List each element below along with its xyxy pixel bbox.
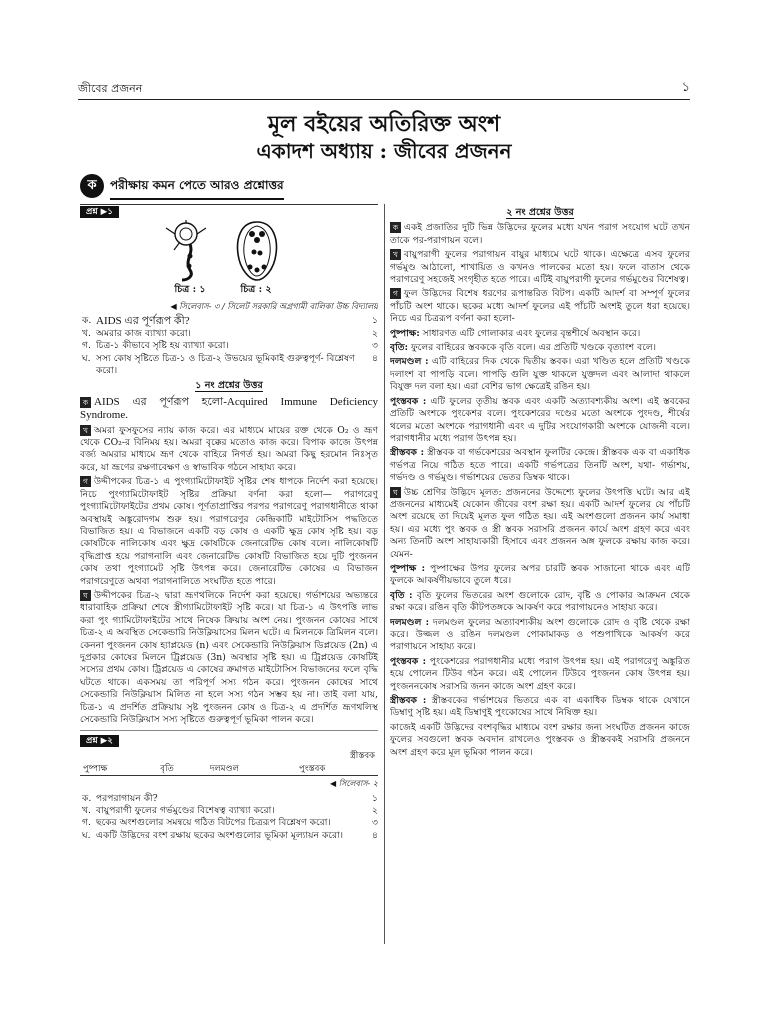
answer-text: উদ্দীপকের চিত্র-২ দ্বারা ভ্রূণথলিকে নির্দেশ করা হয়েছে। গর্ভাশয়ের অভ্যন্তরে ধারাবাহিক প্রক্রিয়া শেষে স্ত্রীগ্যামিটোফাইট সৃষ্টি করে। যা চিত্র-১ এ উৎপত্তি লাভ করা পুং গ্যামিটোফাইটের সাথে নিষেক ক্রিয়ায় অংশ নেয়। পুংজনন কোষের সাথে চিত্র-২ এ অবস্থিত সেকেন্ডারি নিউক্লিয়াসের মিলন ঘটে। এ মিলনকে ত্রিমিলন বলে। কেননা পুংজনন কোষ হ্যাপ্লয়েড (n) এবং সেকেন্ডারি নিউক্লিয়াস ডিপ্লয়েড (2n) এ দুপ্রকার কোষের মিলনে ট্রিপ্লয়েড (3n) অবস্থার সৃষ্টি হয়। এ ট্রিপ্লয়েড কোষটিই সস্যের প্রথম কোষ। ট্রিপ্লয়েড এ কোষের ক্রমাগত মাইটোসিস বিভাজনের ফলে বৃদ্ধি ঘটতে থাকে। একসময় তা পরিপূর্ণ সস্য গঠন করে। পুংজনন কোষের সাথে সেকেন্ডারি নিউক্লিয়াস মিলিত না হলে সস্য গঠন সম্ভব হয় না। তাই বলা যায়, চিত্র-১ এ প্রদর্শিত প্রক্রিয়ায় সৃষ্ট পুংজনন কোষ ও চিত্র-২ এ প্রদর্শিত ভ্রূণথলিস্থ সেকেন্ডারি নিউক্লিয়াস সস্য সৃষ্টিতে গুরুত্বপূর্ণ ভূমিকা পালন করে। (80, 589, 378, 725)
answer-2-heading-text: ২ নং প্রশ্নের উত্তর (506, 207, 574, 218)
role-gynoecium (390, 695, 690, 720)
question-2-keyword-table (80, 750, 378, 776)
answer-label-box: গ (80, 476, 91, 487)
item-text: বায়ুপরাগী ফুলের গর্ভমুণ্ডের বিশেষত্ব ব্যাখ্যা করো। (96, 805, 275, 817)
item-label: ক. (82, 792, 92, 804)
question-2-source: ◀ সিলেবাস- ২ (330, 779, 378, 789)
question-2-item-ka (80, 793, 378, 805)
chapter-name: জীবের প্রজনন (78, 82, 143, 95)
answer-label-box: ঘ (390, 487, 401, 498)
column-divider (384, 204, 385, 944)
item-label: ঘ. (82, 829, 91, 841)
term: পুংস্তবক : (390, 655, 426, 667)
item-mark: ১ (372, 792, 378, 804)
answer-label-box: ক (80, 397, 91, 408)
item-label: খ. (82, 327, 91, 339)
term: দলমণ্ডল : (390, 356, 429, 368)
term-text: এটি বাহিরের দিক থেকে দ্বিতীয় স্তবক। এরা খণ্ডিত হলে প্রতিটি খণ্ডকে দলাংশ বা পাপড়ি বলে। পাপড়ি গুলি যুক্ত থাকলে যুক্তদল এবং আলাদা থাকলে বিযুক্ত দল বলা হয়। এরা বেশির ভাগ ক্ষেত্রেই রঙিন হয়। (390, 356, 690, 393)
item-label: গ. (82, 817, 91, 829)
item-mark: ২ (372, 327, 378, 339)
keyword-cell: পুংস্তবক (296, 763, 378, 776)
term: স্ত্রীস্তবক : (390, 447, 424, 459)
term: পুংস্তবক : (390, 395, 427, 407)
answer-label-box: খ (390, 249, 401, 260)
answer-2-heading (390, 207, 690, 219)
term: স্ত্রীস্তবক : (390, 695, 427, 707)
figure-2-embryo-sac (228, 220, 286, 282)
item-mark: ১ (372, 315, 378, 327)
item-label: ক. (82, 315, 92, 327)
term-text: দলমণ্ডল ফুলের অত্যাবশ্যকীয় অংশ গুলোকে রোদ ও বৃষ্টি থেকে রক্ষা করে। উজ্জল ও রঙিন দলমণ্ডল পোকামাকড় ও পশুপাখিকে আকর্ষণ করে পরাগায়নে সাহায্য করে। (390, 616, 690, 653)
term-text: এটি ফুলের তৃতীয় স্তবক এবং একটি অত্যাবশ্যকীয় অংশ। এই স্তবকের প্রতিটি অংশকে পুংকেশর বলে। পুংকেশরের দণ্ডের মতো অংশকে পুংদণ্ড, শীর্ষের থলের মতো অংশকে পরাগধানী এবং এ দুটির সংযোগকারী অংশকে যোজনী বলে। পরাগধানীর মধ্যে পরাগ উৎপন্ন হয়। (390, 395, 690, 444)
answer-1-kha (80, 425, 378, 475)
role-corolla (390, 617, 690, 654)
answer-text: উচ্চ শ্রেণির উদ্ভিদে মূলত: প্রজননের উদ্দেশ্যে ফুলের উৎপত্তি ঘটে। আর এই প্রজননের মাধ্যমেই যেকোন জীবের বংশ রক্ষা হয়। একটি আদর্শ ফুলের যে পাঁচটি অংশ রয়েছে তা দিয়েই মূলত ফুল গঠিত হয়। এই অংশগুলো প্রজনন কার্য সমাধা হয়। এর মধ্যে পুং স্তবক ও স্ত্রী স্তবক সরাসরি প্রজনন কার্যে অংশ গ্রহণ করে এবং অন্য তিনটি অংশ সাহায্যকারী হিসাবে এবং প্রজনন অঙ্গ ফুলকে রক্ষায় কাজ করে। যেমন- (390, 486, 690, 560)
question-2-item-gha (80, 830, 378, 842)
item-text: পরপরাগায়ন কী? (96, 792, 158, 804)
keyword-cell: পুষ্পাক্ষ (80, 763, 157, 776)
answer-2-gha (390, 487, 690, 561)
keyword-top: স্ত্রীস্তবক (349, 751, 375, 762)
question-2-item-ga (80, 817, 378, 829)
answer-1-heading-text: ১ নং প্রশ্নের উত্তর (195, 380, 263, 392)
role-calyx (390, 590, 690, 615)
item-mark: ৩ (372, 340, 378, 352)
question-1-item-ga (80, 340, 378, 352)
figure-1-label: চিত্র : ১ (174, 284, 206, 295)
page-title: মূল বইয়ের অতিরিক্ত অংশ (267, 111, 501, 137)
question-1-figures (80, 220, 378, 298)
answer-text: একই প্রজাতির দুটি ভিন্ন উদ্ভিদের ফুলের মধ্যে যখন পরাগ সংযোগ ঘটে তখন তাকে পর-পরাগায়ন বলে। (390, 222, 690, 246)
banner-logo-icon: ক (80, 174, 104, 198)
figure-2-label: চিত্র : ২ (240, 284, 272, 295)
running-header (78, 78, 690, 100)
item-text: চিত্র-১ কীভাবে সৃষ্টি হয় ব্যাখ্যা করো। (96, 340, 229, 352)
answer-text: AIDS এর পূর্ণরূপ হলো-Acquired Immune Deficiency Syndrome. (80, 395, 378, 422)
title-block (0, 110, 768, 164)
term: বৃতি: (390, 342, 409, 354)
answer-2-ga (390, 288, 690, 325)
role-androecium (390, 656, 690, 693)
question-1-tag-row (80, 204, 378, 218)
answer-2-conclusion: কাজেই একটি উদ্ভিদের বংশবৃদ্ধির মাধ্যমে বংশ রক্ষার জন্য সংঘটিত প্রজনন কাজে ফুলের সবগুলো স্তবক অবদান রাখলেও পুংস্তবক ও স্ত্রীস্তবকই সরাসরি প্রজননে অংশ গ্রহণ করে মূল ভূমিকা পালন করে। (390, 721, 690, 758)
chapter-title: একাদশ অধ্যায় : জীবের প্রজনন (256, 139, 512, 163)
flower-part-androecium (390, 396, 690, 446)
flower-part-gynoecium (390, 447, 690, 484)
item-text: একটি উদ্ভিদের বংশ রক্ষায় ছকের অংশগুলোর ভূমিকা মূল্যায়ন করো। (96, 829, 344, 841)
right-column (390, 204, 690, 949)
item-label: ঘ. (82, 352, 91, 364)
answer-1-ga (80, 476, 378, 588)
question-2-tag-row (80, 734, 378, 748)
term: পুষ্পাক্ষ : (390, 562, 426, 574)
answer-label-box: গ (390, 288, 401, 299)
keyword-cell: দলমণ্ডল (207, 763, 296, 776)
item-text: AIDS এর পূর্ণরূপ কী? (96, 315, 190, 328)
term: পুষ্পাক্ষ: (390, 327, 420, 339)
term-text: স্ত্রীস্তবক বা গর্ভকেশরের অবস্থান ফুলটির কেন্দ্রে। স্ত্রীস্তবক এক বা একাধিক গর্ভপত্র নিয়ে গঠিত হতে পারে। একটি গর্ভপত্রের তিনটি অংশ, যথা- গর্ভাশয়, গর্ভদণ্ড ও গর্ভমুণ্ড। গর্ভাশয়ের ভেতর ডিম্বক থাকে। (390, 447, 690, 484)
question-1-source: ◀ সিলেবাস- ৩ / সিলেট সরকারি অগ্রগামী বালিকা উচ্চ বিদ্যালয় (170, 301, 378, 311)
term-text: বৃতি ফুলের ভিতরের অংশ গুলোকে রোদ, বৃষ্টি ও পোকার আক্রমন থেকে রক্ষা করে। রঙিন বৃতি কীটপতঙ্গকে আকর্ষণ করে পরাগায়নেও সাহায্য করে। (390, 589, 690, 614)
question-1-item-gha (80, 353, 378, 378)
term: বৃতি : (390, 589, 413, 601)
item-mark: ৪ (372, 352, 378, 364)
answer-text: অমরা ফুসফুসের ন্যায় কাজ করে। এর মাধ্যমে মায়ের রক্ত থেকে O₂ ও ভ্রূণ থেকে CO₂-র বিনিময় হয়। অমরা বৃক্কের মতোও কাজ করে। বিপাক কাজে উৎপন্ন বর্জ্য অমরার মাধ্যমে ভ্রূণ থেকে বাহিরে নিগর্ত হয়। অমরা কিছু হরমোন নিঃসৃত করে, যা ভ্রূণের রক্ষণাবেক্ষণ ও স্বাভাবিক গঠনে সাহায্য করে। (80, 424, 378, 473)
answer-2-ka (390, 222, 690, 247)
question-1-tag: প্রশ্ন ▶১ (80, 206, 119, 218)
answer-1-ka (80, 396, 378, 423)
answer-text: বায়ুপরাগী ফুলের পরাগায়ন বায়ুর মাধ্যমে ঘটে থাকে। এক্ষেত্রে এসব ফুলের গর্ভমুণ্ড আঠালো, শাখায়িত ও কখনও পালকের মতো হয়। ফলে বাতাস থেকে পরাগরেণু সহজেই সংগৃহীত হতে পারে। এটিই বায়ুপরাগী ফুলের গর্ভমুণ্ডের বিশেষত্ব। (390, 249, 690, 286)
answer-1-heading (80, 380, 378, 392)
term-text: স্ত্রীস্তবকের গর্ভাশয়ের ভিতরে এক বা একাধিক ডিম্বক থাকে যেখানে ডিম্বাণু সৃষ্টি হয়। এই ডিম্বাণুই পুংকোষের সাথে নিষিক্ত হয়। (390, 695, 690, 719)
term-text: ফুলের বাহিরের স্তবককে বৃতি বলে। এর প্রতিটি খণ্ডকে বৃত্যাংশ বলে। (410, 342, 657, 354)
item-label: খ. (82, 805, 91, 817)
item-text: ছকের অংশগুলোর সমন্বয়ে গঠিত বিটপের চিত্ররূপ বিশ্লেষণ করো। (96, 817, 331, 829)
question-2-tag: প্রশ্ন ▶২ (80, 735, 119, 747)
item-text: সস্য কোষ সৃষ্টিতে চিত্র-১ ও চিত্র-২ উভয়ের ভূমিকাই গুরুত্বপূর্ণ- বিশ্লেষণ করো। (96, 352, 355, 377)
term-text: পুষ্পাক্ষের উপর ফুলের অপর চারটি স্তবক সাজানো থাকে এবং এটি ফুলকে আকর্ষণীয়ভাবে তুলে ধরে। (390, 562, 690, 587)
keyword-cell: বৃতি (157, 763, 207, 776)
item-mark: ২ (372, 805, 378, 817)
answer-2-kha (390, 249, 690, 286)
flower-part-pedicel (390, 328, 690, 340)
answer-text: ফুল উদ্ভিদের বিশেষ ধরণের রূপান্তরিত বিটপ। একটি আদর্শ বা সম্পূর্ণ ফুলের পাঁচটি অংশ থাকে। ছকের মধ্যে আদর্শ ফুলের এই পাঁচটি অংশই তুলে ধরা হয়েছে। নিচে এর চিত্ররূপ বর্ণনা করা হলো- (390, 288, 690, 325)
flower-part-corolla (390, 356, 690, 393)
page-number: ১ (681, 80, 690, 95)
separator (80, 730, 378, 731)
left-column (80, 204, 378, 964)
item-mark: ৩ (372, 817, 378, 829)
answer-text: উদ্দীপকের চিত্র-১ এ পুংগ্যামিটোফাইট সৃষ্টির শেষ ধাপকে নির্দেশ করা হয়েছে। নিচে পুংগ্যামিটোফাইট সৃষ্টির প্রক্রিয়া বর্ণনা করা হলো— পরাগরেণু পুংগ্যামিটোফাইটের প্রথম কোষ। পূর্ণতাপ্রাপ্তির পরপর পরাগরেণু পরাগধানীতে থাকা অবস্থায়ই অঙ্কুরোদগম শুরু হয়। পরাগরেণুর কেন্দ্রিকাটি মাইটোসিস পদ্ধতিতে বিভাজিত হয়। এ বিভাজনে একটি বড় কোষ ও একটি ক্ষুদ্র কোষ সৃষ্টি হয়। বড় কোষটিকে নালিকোষ এবং ক্ষুদ্র কোষটিকে জেনারেটিভ কোষ বলে। নালিকোষটি বৃদ্ধিপ্রাপ্ত হয়ে পরাগনালি এবং জেনারেটিভ কোষটি বিভাজিত হয়ে দুটি পুংজনন কোষ তথা পুংগ্যামেট সৃষ্টি উৎপন্ন করে। জেনারেটিভ কোষের এ বিভাজন পরাগরেণুতে অথবা পরাগনালিতে সংঘটিত হতে পারে। (80, 476, 378, 587)
section-banner (80, 174, 350, 200)
answer-label-box: ক (390, 222, 401, 233)
term-text: পুংকেশরের পরাগধানীর মধ্যে পরাগ উৎপন্ন হয়। এই পরাগরেণু অঙ্কুরিত হয়ে পোলেন টিউব গঠন করে। এই পোলেন টিউবে পুংজনন কোষ উৎপন্ন হয়। পুংজননকোষ সরাসরি জনন কাজে অংশ গ্রহণ করে। (390, 655, 690, 692)
term: দলমণ্ডল : (390, 616, 430, 628)
item-text: অমরার কাজ ব্যাখ্যা করো। (96, 327, 191, 339)
item-label: গ. (82, 340, 91, 352)
figure-1-pollen-grain (160, 220, 218, 282)
flower-part-calyx (390, 342, 690, 354)
item-mark: ৪ (372, 829, 378, 841)
answer-label-box: খ (80, 425, 91, 436)
question-1-item-kha (80, 328, 378, 340)
answer-1-gha (80, 590, 378, 726)
question-1-item-ka (80, 315, 378, 327)
answer-label-box: ঘ (80, 590, 91, 601)
role-pedicel (390, 563, 690, 588)
banner-text: পরীক্ষায় কমন পেতে আরও প্রশ্নোত্তর (110, 177, 284, 200)
term-text: সাধারণত এটি গোলাকার এবং ফুলের বৃন্তশীর্ষে অবস্থান করে। (422, 327, 641, 339)
question-2-item-kha (80, 805, 378, 817)
